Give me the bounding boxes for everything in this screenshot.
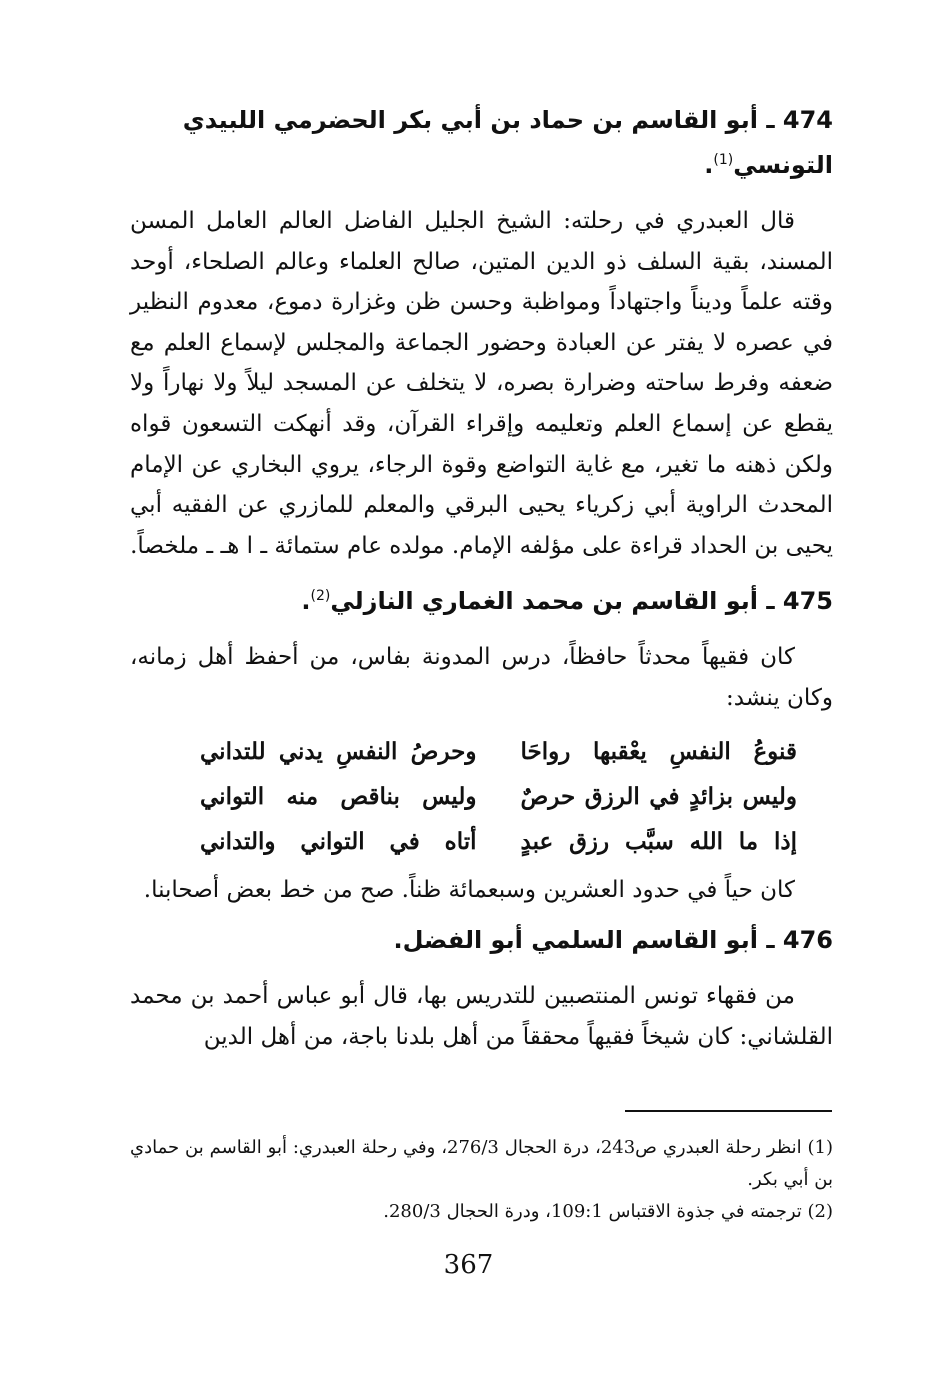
footnote-ref-2: (2) xyxy=(310,588,331,605)
entry-475-text: كان فقيهاً محدثاً حافظاً، درس المدونة بفاس، من أحفظ أهل زمانه، وكان ينشد: xyxy=(130,644,833,711)
footnote-divider xyxy=(625,1110,832,1112)
entry-title-476: 476 ـ أبو القاسم السلمي أبو الفضل. xyxy=(393,926,833,955)
page-number: 367 xyxy=(443,1250,494,1280)
verse-line xyxy=(200,729,797,774)
verse-line xyxy=(200,819,797,864)
verse-first-hemistich: إذا ما الله سبَّب رزق عبدٍ xyxy=(520,827,797,855)
verse-second-hemistich: وحرصُ النفسِ يدني للتداني xyxy=(200,737,477,765)
verse-line xyxy=(200,774,797,819)
footnote-ref-1: (1) xyxy=(713,152,734,168)
entry-474-text: قال العبدري في رحلته: الشيخ الجليل الفاضل العالم العامل المسن المسند، بقية السلف ذو الدين المتين، صالح العلماء وعالم الصلحاء، أوحد وقته علماً وديناً واجتهاداً ومواظبة وحسن ظن وغزارة دموع، معدوم النظير في عصره لا يفتر عن العبادة وحضور الجماعة والمجلس لإسماع العلم مع ضعفه وفرط ساحته وضرارة بصره، لا يتخلف عن المسجد ليلاً ولا نهاراً ولا يقطع عن إسماع العلم وتعليمه وإقراء القرآن، وقد أنهكت التسعون قواه ولكن ذهنه ما تغير، مع غاية التواضع وقوة الرجاء، يروي البخاري عن الإمام المحدث الراوية أبي زكرياء يحيى البرقي والمعلم للمازري عن الفقيه أبي يحيى بن الحداد قراءة على مؤلفه الإمام. مولده عام ستمائة ـ ا هـ ـ ملخصاً. xyxy=(130,208,833,559)
entry-title-475: 475 ـ أبو القاسم بن محمد الغماري النازلي$^{(2)}$. xyxy=(301,587,833,616)
entry-title-474: 474 ـ أبو القاسم بن حماد بن أبي بكر الحضرمي اللبيدي التونسي$^{(1)}$. xyxy=(182,106,833,179)
entry-475-closing-text: كان حياً في حدود العشرين وسبعمائة ظناً. صح من خط بعض أصحابنا. xyxy=(143,876,795,903)
verse-second-hemistich: وليس بناقص منه التواني xyxy=(200,782,477,810)
entry-476-text: من فقهاء تونس المنتصبين للتدريس بها، قال أبو عباس أحمد بن محمد القلشاني: كان شيخاً فقيهاً محققاً من أهل بلدنا باجة، من أهل الدين xyxy=(130,983,833,1050)
verse-second-hemistich: أتاه في التواني والتداني xyxy=(200,827,477,855)
verse-first-hemistich: وليس بزائدٍ في الرزق حرصٌ xyxy=(520,782,797,810)
footnote-1: (1) انظر رحلة العبدري ص243، درة الحجال 276/3، وفي رحلة العبدري: أبو القاسم بن حمادي بن أبي بكر. xyxy=(130,1137,833,1190)
footnote-2: (2) ترجمته في جذوة الاقتباس 109:1، ودرة الحجال 280/3. xyxy=(383,1201,833,1222)
verse-first-hemistich: قنوعُ النفسِ يعْقبها رواحَا xyxy=(520,737,797,765)
footnotes xyxy=(130,1132,833,1228)
poem-verses xyxy=(130,729,833,864)
